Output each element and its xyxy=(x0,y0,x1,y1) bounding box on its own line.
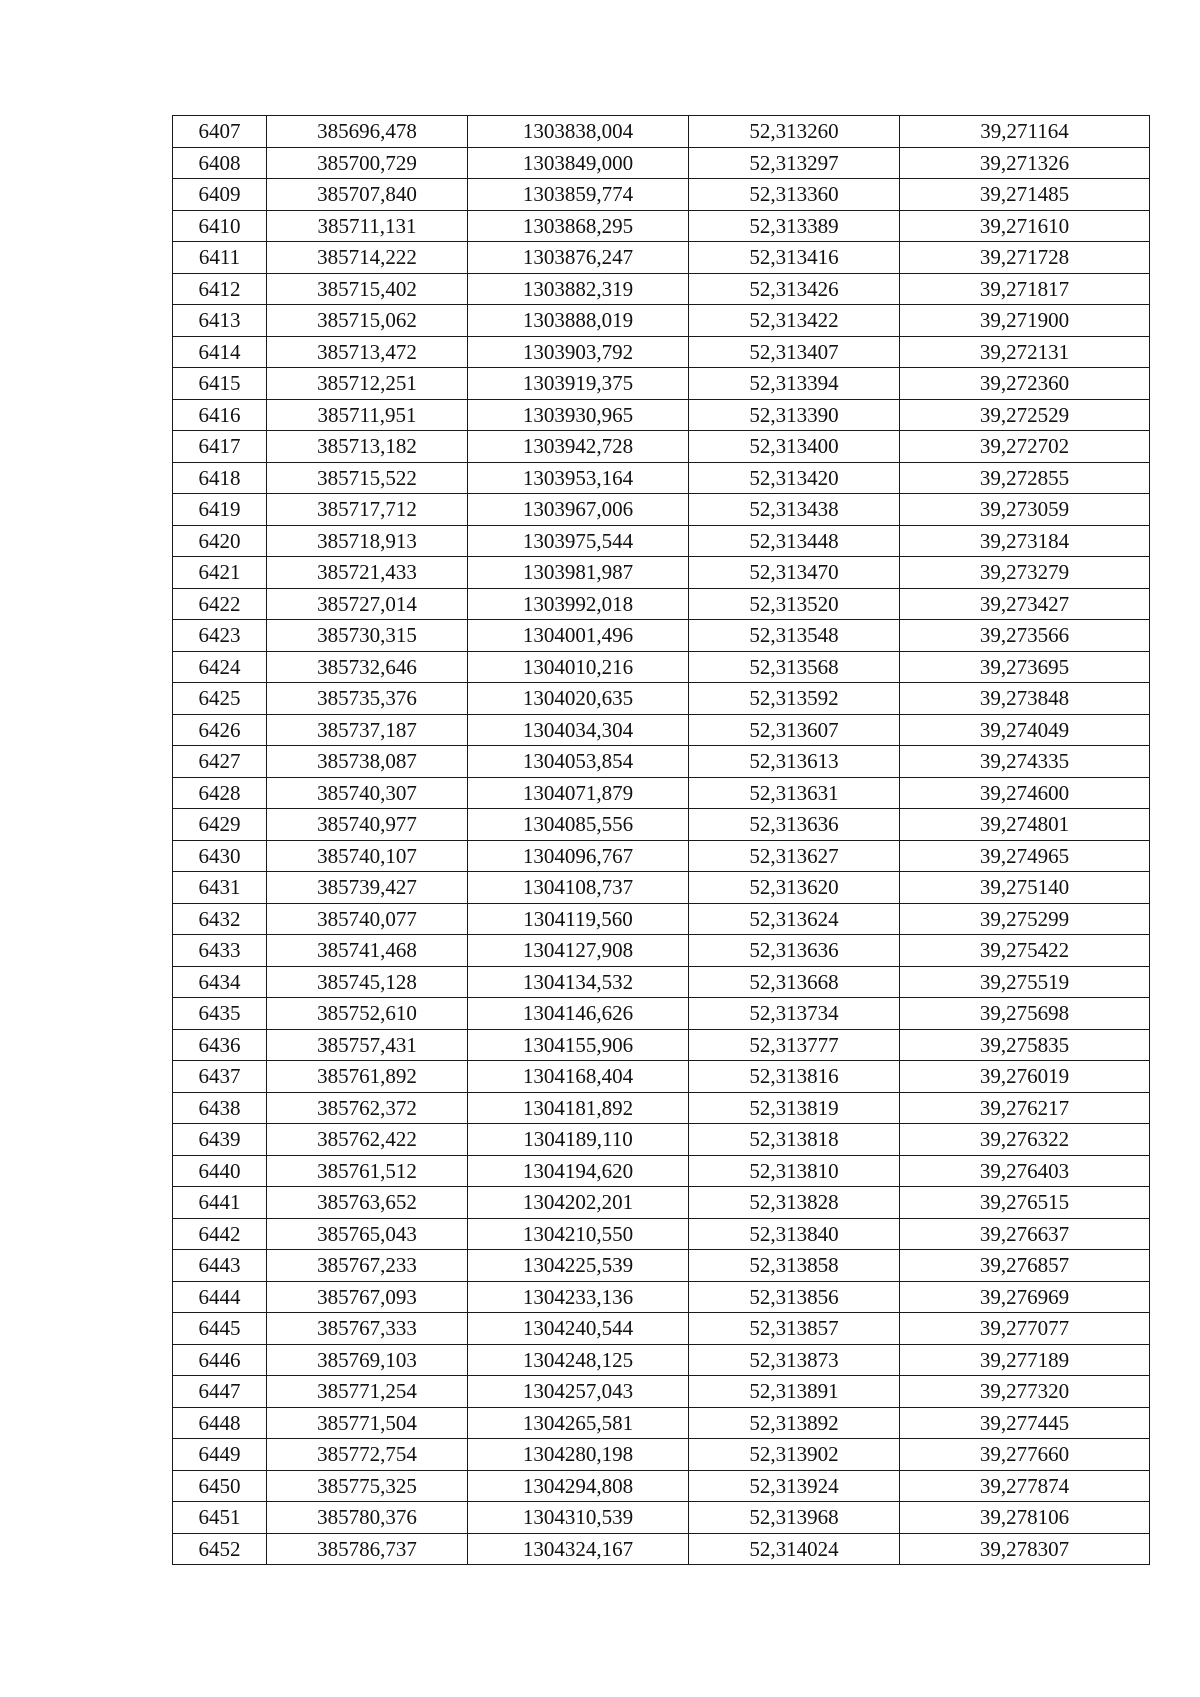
x-coordinate-cell: 385741,468 xyxy=(267,935,468,967)
x-coordinate-cell: 385735,376 xyxy=(267,683,468,715)
y-coordinate-cell: 1304257,043 xyxy=(468,1376,689,1408)
point-number-cell: 6429 xyxy=(173,809,267,841)
latitude-cell: 52,313873 xyxy=(689,1344,900,1376)
table-row xyxy=(173,1344,1150,1376)
table-row xyxy=(173,935,1150,967)
longitude-cell: 39,274335 xyxy=(900,746,1150,778)
latitude-cell: 52,313777 xyxy=(689,1029,900,1061)
table-row xyxy=(173,431,1150,463)
x-coordinate-cell: 385767,233 xyxy=(267,1250,468,1282)
latitude-cell: 52,313818 xyxy=(689,1124,900,1156)
point-number-cell: 6451 xyxy=(173,1502,267,1534)
latitude-cell: 52,313891 xyxy=(689,1376,900,1408)
table-row xyxy=(173,998,1150,1030)
table-row xyxy=(173,903,1150,935)
table-row xyxy=(173,1250,1150,1282)
y-coordinate-cell: 1304233,136 xyxy=(468,1281,689,1313)
y-coordinate-cell: 1304225,539 xyxy=(468,1250,689,1282)
x-coordinate-cell: 385772,754 xyxy=(267,1439,468,1471)
point-number-cell: 6420 xyxy=(173,525,267,557)
point-number-cell: 6424 xyxy=(173,651,267,683)
longitude-cell: 39,275698 xyxy=(900,998,1150,1030)
longitude-cell: 39,271164 xyxy=(900,116,1150,148)
x-coordinate-cell: 385775,325 xyxy=(267,1470,468,1502)
longitude-cell: 39,276019 xyxy=(900,1061,1150,1093)
table-row xyxy=(173,179,1150,211)
y-coordinate-cell: 1304034,304 xyxy=(468,714,689,746)
table-row xyxy=(173,620,1150,652)
x-coordinate-cell: 385696,478 xyxy=(267,116,468,148)
latitude-cell: 52,313856 xyxy=(689,1281,900,1313)
table-row xyxy=(173,588,1150,620)
x-coordinate-cell: 385761,512 xyxy=(267,1155,468,1187)
y-coordinate-cell: 1304119,560 xyxy=(468,903,689,935)
latitude-cell: 52,313636 xyxy=(689,935,900,967)
y-coordinate-cell: 1304202,201 xyxy=(468,1187,689,1219)
latitude-cell: 52,313407 xyxy=(689,336,900,368)
table-row xyxy=(173,746,1150,778)
latitude-cell: 52,313631 xyxy=(689,777,900,809)
longitude-cell: 39,274801 xyxy=(900,809,1150,841)
latitude-cell: 52,313819 xyxy=(689,1092,900,1124)
latitude-cell: 52,313627 xyxy=(689,840,900,872)
x-coordinate-cell: 385717,712 xyxy=(267,494,468,526)
y-coordinate-cell: 1304294,808 xyxy=(468,1470,689,1502)
y-coordinate-cell: 1304053,854 xyxy=(468,746,689,778)
longitude-cell: 39,276403 xyxy=(900,1155,1150,1187)
longitude-cell: 39,273184 xyxy=(900,525,1150,557)
point-number-cell: 6427 xyxy=(173,746,267,778)
x-coordinate-cell: 385769,103 xyxy=(267,1344,468,1376)
point-number-cell: 6445 xyxy=(173,1313,267,1345)
longitude-cell: 39,275299 xyxy=(900,903,1150,935)
y-coordinate-cell: 1303868,295 xyxy=(468,210,689,242)
table-row xyxy=(173,1407,1150,1439)
point-number-cell: 6412 xyxy=(173,273,267,305)
latitude-cell: 52,313360 xyxy=(689,179,900,211)
table-row xyxy=(173,525,1150,557)
longitude-cell: 39,277320 xyxy=(900,1376,1150,1408)
x-coordinate-cell: 385721,433 xyxy=(267,557,468,589)
longitude-cell: 39,276322 xyxy=(900,1124,1150,1156)
table-row xyxy=(173,1092,1150,1124)
y-coordinate-cell: 1304001,496 xyxy=(468,620,689,652)
point-number-cell: 6425 xyxy=(173,683,267,715)
y-coordinate-cell: 1303975,544 xyxy=(468,525,689,557)
point-number-cell: 6430 xyxy=(173,840,267,872)
x-coordinate-cell: 385740,077 xyxy=(267,903,468,935)
coordinates-table xyxy=(172,115,1150,1565)
table-row xyxy=(173,462,1150,494)
x-coordinate-cell: 385738,087 xyxy=(267,746,468,778)
x-coordinate-cell: 385712,251 xyxy=(267,368,468,400)
longitude-cell: 39,277874 xyxy=(900,1470,1150,1502)
longitude-cell: 39,273695 xyxy=(900,651,1150,683)
point-number-cell: 6447 xyxy=(173,1376,267,1408)
table-row xyxy=(173,966,1150,998)
longitude-cell: 39,272702 xyxy=(900,431,1150,463)
y-coordinate-cell: 1304189,110 xyxy=(468,1124,689,1156)
point-number-cell: 6433 xyxy=(173,935,267,967)
table-row xyxy=(173,210,1150,242)
latitude-cell: 52,313968 xyxy=(689,1502,900,1534)
point-number-cell: 6414 xyxy=(173,336,267,368)
latitude-cell: 52,313613 xyxy=(689,746,900,778)
longitude-cell: 39,274965 xyxy=(900,840,1150,872)
y-coordinate-cell: 1304194,620 xyxy=(468,1155,689,1187)
x-coordinate-cell: 385752,610 xyxy=(267,998,468,1030)
point-number-cell: 6407 xyxy=(173,116,267,148)
longitude-cell: 39,272855 xyxy=(900,462,1150,494)
latitude-cell: 52,313816 xyxy=(689,1061,900,1093)
y-coordinate-cell: 1303919,375 xyxy=(468,368,689,400)
longitude-cell: 39,277189 xyxy=(900,1344,1150,1376)
table-row xyxy=(173,1061,1150,1093)
longitude-cell: 39,272360 xyxy=(900,368,1150,400)
table-row xyxy=(173,1502,1150,1534)
longitude-cell: 39,271900 xyxy=(900,305,1150,337)
x-coordinate-cell: 385763,652 xyxy=(267,1187,468,1219)
longitude-cell: 39,278106 xyxy=(900,1502,1150,1534)
point-number-cell: 6418 xyxy=(173,462,267,494)
x-coordinate-cell: 385700,729 xyxy=(267,147,468,179)
point-number-cell: 6450 xyxy=(173,1470,267,1502)
x-coordinate-cell: 385707,840 xyxy=(267,179,468,211)
point-number-cell: 6413 xyxy=(173,305,267,337)
latitude-cell: 52,313620 xyxy=(689,872,900,904)
table-row xyxy=(173,651,1150,683)
latitude-cell: 52,313422 xyxy=(689,305,900,337)
table-row xyxy=(173,809,1150,841)
y-coordinate-cell: 1304310,539 xyxy=(468,1502,689,1534)
latitude-cell: 52,313668 xyxy=(689,966,900,998)
x-coordinate-cell: 385767,093 xyxy=(267,1281,468,1313)
latitude-cell: 52,313438 xyxy=(689,494,900,526)
table-row xyxy=(173,1218,1150,1250)
table-row xyxy=(173,1281,1150,1313)
table-row xyxy=(173,1376,1150,1408)
y-coordinate-cell: 1304155,906 xyxy=(468,1029,689,1061)
point-number-cell: 6441 xyxy=(173,1187,267,1219)
point-number-cell: 6449 xyxy=(173,1439,267,1471)
latitude-cell: 52,313568 xyxy=(689,651,900,683)
x-coordinate-cell: 385737,187 xyxy=(267,714,468,746)
point-number-cell: 6439 xyxy=(173,1124,267,1156)
table-row xyxy=(173,273,1150,305)
y-coordinate-cell: 1303882,319 xyxy=(468,273,689,305)
latitude-cell: 52,313924 xyxy=(689,1470,900,1502)
table-row xyxy=(173,1470,1150,1502)
longitude-cell: 39,273848 xyxy=(900,683,1150,715)
y-coordinate-cell: 1303888,019 xyxy=(468,305,689,337)
table-row xyxy=(173,399,1150,431)
latitude-cell: 52,313520 xyxy=(689,588,900,620)
longitude-cell: 39,278307 xyxy=(900,1533,1150,1565)
longitude-cell: 39,271485 xyxy=(900,179,1150,211)
longitude-cell: 39,277660 xyxy=(900,1439,1150,1471)
latitude-cell: 52,313420 xyxy=(689,462,900,494)
point-number-cell: 6415 xyxy=(173,368,267,400)
table-row xyxy=(173,777,1150,809)
x-coordinate-cell: 385713,472 xyxy=(267,336,468,368)
table-row xyxy=(173,1439,1150,1471)
latitude-cell: 52,313470 xyxy=(689,557,900,589)
latitude-cell: 52,313734 xyxy=(689,998,900,1030)
y-coordinate-cell: 1304071,879 xyxy=(468,777,689,809)
longitude-cell: 39,276637 xyxy=(900,1218,1150,1250)
y-coordinate-cell: 1304265,581 xyxy=(468,1407,689,1439)
y-coordinate-cell: 1304127,908 xyxy=(468,935,689,967)
table-row xyxy=(173,336,1150,368)
point-number-cell: 6444 xyxy=(173,1281,267,1313)
x-coordinate-cell: 385771,504 xyxy=(267,1407,468,1439)
x-coordinate-cell: 385740,107 xyxy=(267,840,468,872)
latitude-cell: 52,313624 xyxy=(689,903,900,935)
latitude-cell: 52,313857 xyxy=(689,1313,900,1345)
longitude-cell: 39,277077 xyxy=(900,1313,1150,1345)
x-coordinate-cell: 385762,422 xyxy=(267,1124,468,1156)
point-number-cell: 6408 xyxy=(173,147,267,179)
longitude-cell: 39,276969 xyxy=(900,1281,1150,1313)
x-coordinate-cell: 385714,222 xyxy=(267,242,468,274)
x-coordinate-cell: 385715,522 xyxy=(267,462,468,494)
table-row xyxy=(173,116,1150,148)
latitude-cell: 52,313858 xyxy=(689,1250,900,1282)
latitude-cell: 52,313607 xyxy=(689,714,900,746)
point-number-cell: 6435 xyxy=(173,998,267,1030)
table-row xyxy=(173,683,1150,715)
point-number-cell: 6411 xyxy=(173,242,267,274)
table-row xyxy=(173,242,1150,274)
table-row xyxy=(173,494,1150,526)
y-coordinate-cell: 1303953,164 xyxy=(468,462,689,494)
longitude-cell: 39,276217 xyxy=(900,1092,1150,1124)
latitude-cell: 52,313260 xyxy=(689,116,900,148)
y-coordinate-cell: 1304240,544 xyxy=(468,1313,689,1345)
table-row xyxy=(173,368,1150,400)
x-coordinate-cell: 385762,372 xyxy=(267,1092,468,1124)
longitude-cell: 39,271610 xyxy=(900,210,1150,242)
x-coordinate-cell: 385761,892 xyxy=(267,1061,468,1093)
y-coordinate-cell: 1303876,247 xyxy=(468,242,689,274)
x-coordinate-cell: 385730,315 xyxy=(267,620,468,652)
x-coordinate-cell: 385713,182 xyxy=(267,431,468,463)
x-coordinate-cell: 385740,977 xyxy=(267,809,468,841)
y-coordinate-cell: 1304280,198 xyxy=(468,1439,689,1471)
y-coordinate-cell: 1303981,987 xyxy=(468,557,689,589)
table-row xyxy=(173,557,1150,589)
longitude-cell: 39,271728 xyxy=(900,242,1150,274)
point-number-cell: 6426 xyxy=(173,714,267,746)
x-coordinate-cell: 385718,913 xyxy=(267,525,468,557)
point-number-cell: 6431 xyxy=(173,872,267,904)
y-coordinate-cell: 1303942,728 xyxy=(468,431,689,463)
y-coordinate-cell: 1304108,737 xyxy=(468,872,689,904)
point-number-cell: 6452 xyxy=(173,1533,267,1565)
longitude-cell: 39,272529 xyxy=(900,399,1150,431)
longitude-cell: 39,273427 xyxy=(900,588,1150,620)
point-number-cell: 6422 xyxy=(173,588,267,620)
longitude-cell: 39,275140 xyxy=(900,872,1150,904)
x-coordinate-cell: 385715,062 xyxy=(267,305,468,337)
point-number-cell: 6432 xyxy=(173,903,267,935)
longitude-cell: 39,273279 xyxy=(900,557,1150,589)
latitude-cell: 52,314024 xyxy=(689,1533,900,1565)
x-coordinate-cell: 385711,951 xyxy=(267,399,468,431)
latitude-cell: 52,313892 xyxy=(689,1407,900,1439)
y-coordinate-cell: 1304181,892 xyxy=(468,1092,689,1124)
point-number-cell: 6423 xyxy=(173,620,267,652)
y-coordinate-cell: 1303967,006 xyxy=(468,494,689,526)
y-coordinate-cell: 1304210,550 xyxy=(468,1218,689,1250)
point-number-cell: 6428 xyxy=(173,777,267,809)
x-coordinate-cell: 385786,737 xyxy=(267,1533,468,1565)
table-row xyxy=(173,1187,1150,1219)
table-row xyxy=(173,1029,1150,1061)
y-coordinate-cell: 1304324,167 xyxy=(468,1533,689,1565)
latitude-cell: 52,313840 xyxy=(689,1218,900,1250)
longitude-cell: 39,275835 xyxy=(900,1029,1150,1061)
y-coordinate-cell: 1304020,635 xyxy=(468,683,689,715)
point-number-cell: 6446 xyxy=(173,1344,267,1376)
x-coordinate-cell: 385740,307 xyxy=(267,777,468,809)
y-coordinate-cell: 1303838,004 xyxy=(468,116,689,148)
longitude-cell: 39,274049 xyxy=(900,714,1150,746)
y-coordinate-cell: 1304085,556 xyxy=(468,809,689,841)
longitude-cell: 39,272131 xyxy=(900,336,1150,368)
x-coordinate-cell: 385771,254 xyxy=(267,1376,468,1408)
point-number-cell: 6410 xyxy=(173,210,267,242)
table-row xyxy=(173,714,1150,746)
point-number-cell: 6448 xyxy=(173,1407,267,1439)
longitude-cell: 39,274600 xyxy=(900,777,1150,809)
y-coordinate-cell: 1304010,216 xyxy=(468,651,689,683)
point-number-cell: 6409 xyxy=(173,179,267,211)
x-coordinate-cell: 385732,646 xyxy=(267,651,468,683)
y-coordinate-cell: 1304248,125 xyxy=(468,1344,689,1376)
coordinates-table-body xyxy=(173,116,1150,1565)
x-coordinate-cell: 385745,128 xyxy=(267,966,468,998)
latitude-cell: 52,313810 xyxy=(689,1155,900,1187)
latitude-cell: 52,313426 xyxy=(689,273,900,305)
latitude-cell: 52,313389 xyxy=(689,210,900,242)
x-coordinate-cell: 385739,427 xyxy=(267,872,468,904)
point-number-cell: 6434 xyxy=(173,966,267,998)
point-number-cell: 6438 xyxy=(173,1092,267,1124)
y-coordinate-cell: 1303903,792 xyxy=(468,336,689,368)
latitude-cell: 52,313297 xyxy=(689,147,900,179)
point-number-cell: 6443 xyxy=(173,1250,267,1282)
longitude-cell: 39,276515 xyxy=(900,1187,1150,1219)
x-coordinate-cell: 385727,014 xyxy=(267,588,468,620)
point-number-cell: 6440 xyxy=(173,1155,267,1187)
table-row xyxy=(173,147,1150,179)
table-row xyxy=(173,1124,1150,1156)
latitude-cell: 52,313400 xyxy=(689,431,900,463)
point-number-cell: 6419 xyxy=(173,494,267,526)
point-number-cell: 6421 xyxy=(173,557,267,589)
point-number-cell: 6436 xyxy=(173,1029,267,1061)
table-row xyxy=(173,305,1150,337)
longitude-cell: 39,275519 xyxy=(900,966,1150,998)
y-coordinate-cell: 1304134,532 xyxy=(468,966,689,998)
latitude-cell: 52,313390 xyxy=(689,399,900,431)
latitude-cell: 52,313416 xyxy=(689,242,900,274)
y-coordinate-cell: 1303992,018 xyxy=(468,588,689,620)
x-coordinate-cell: 385767,333 xyxy=(267,1313,468,1345)
table-row xyxy=(173,840,1150,872)
longitude-cell: 39,271326 xyxy=(900,147,1150,179)
y-coordinate-cell: 1304168,404 xyxy=(468,1061,689,1093)
point-number-cell: 6417 xyxy=(173,431,267,463)
x-coordinate-cell: 385711,131 xyxy=(267,210,468,242)
longitude-cell: 39,273059 xyxy=(900,494,1150,526)
latitude-cell: 52,313548 xyxy=(689,620,900,652)
latitude-cell: 52,313828 xyxy=(689,1187,900,1219)
y-coordinate-cell: 1303859,774 xyxy=(468,179,689,211)
point-number-cell: 6416 xyxy=(173,399,267,431)
latitude-cell: 52,313448 xyxy=(689,525,900,557)
latitude-cell: 52,313902 xyxy=(689,1439,900,1471)
longitude-cell: 39,277445 xyxy=(900,1407,1150,1439)
point-number-cell: 6437 xyxy=(173,1061,267,1093)
longitude-cell: 39,273566 xyxy=(900,620,1150,652)
x-coordinate-cell: 385757,431 xyxy=(267,1029,468,1061)
y-coordinate-cell: 1303849,000 xyxy=(468,147,689,179)
latitude-cell: 52,313394 xyxy=(689,368,900,400)
y-coordinate-cell: 1304146,626 xyxy=(468,998,689,1030)
latitude-cell: 52,313592 xyxy=(689,683,900,715)
longitude-cell: 39,275422 xyxy=(900,935,1150,967)
longitude-cell: 39,276857 xyxy=(900,1250,1150,1282)
x-coordinate-cell: 385715,402 xyxy=(267,273,468,305)
point-number-cell: 6442 xyxy=(173,1218,267,1250)
table-row xyxy=(173,872,1150,904)
latitude-cell: 52,313636 xyxy=(689,809,900,841)
table-row xyxy=(173,1533,1150,1565)
x-coordinate-cell: 385780,376 xyxy=(267,1502,468,1534)
y-coordinate-cell: 1304096,767 xyxy=(468,840,689,872)
longitude-cell: 39,271817 xyxy=(900,273,1150,305)
y-coordinate-cell: 1303930,965 xyxy=(468,399,689,431)
x-coordinate-cell: 385765,043 xyxy=(267,1218,468,1250)
table-row xyxy=(173,1313,1150,1345)
table-row xyxy=(173,1155,1150,1187)
